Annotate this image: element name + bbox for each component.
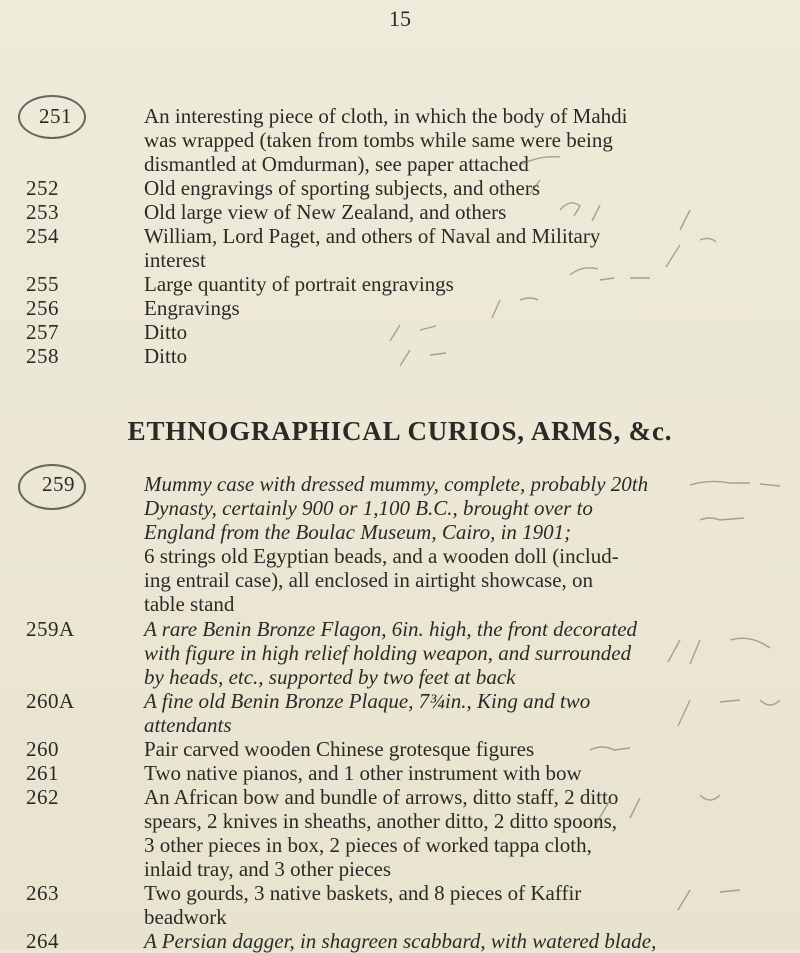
lot-number: 254	[26, 224, 59, 248]
lot-number: 264	[26, 929, 59, 953]
lot-255	[26, 272, 766, 296]
lot-257	[26, 320, 766, 344]
lot-description: Old large view of New Zealand, and others	[144, 200, 507, 224]
lot-253	[26, 200, 766, 224]
lot-260a	[26, 689, 766, 737]
lot-number: 262	[26, 785, 59, 809]
lot-description: A fine old Benin Bronze Plaque, 7¾in., King and two attendants	[144, 689, 591, 737]
lot-number: 252	[26, 176, 59, 200]
lot-number: 257	[26, 320, 59, 344]
lot-261	[26, 761, 766, 785]
lot-259	[26, 472, 766, 616]
lot-description: Engravings	[144, 296, 240, 320]
lot-number: 253	[26, 200, 59, 224]
lot-description: Ditto	[144, 344, 188, 368]
lot-254	[26, 224, 766, 272]
lot-263	[26, 881, 766, 929]
lot-number: 259A	[26, 617, 75, 641]
lot-description: An African bow and bundle of arrows, ditto staff, 2 ditto spears, 2 knives in sheaths, another ditto, 2 ditto spoons, 3 other pieces in box, 2 pieces of worked tappa cloth, inlaid tray, and 3 other pieces	[144, 785, 619, 881]
lot-259a	[26, 617, 766, 689]
lot-number: 261	[26, 761, 59, 785]
lot-264	[26, 929, 766, 953]
lot-258	[26, 344, 766, 368]
lot-251	[26, 104, 766, 176]
lot-description: Ditto	[144, 320, 188, 344]
lot-number: 259	[42, 472, 75, 496]
section-heading: ETHNOGRAPHICAL CURIOS, ARMS, &c.	[127, 416, 673, 446]
lot-number: 251	[39, 104, 72, 128]
lot-description: Old engravings of sporting subjects, and others	[144, 176, 541, 200]
lot-number: 263	[26, 881, 59, 905]
lot-number: 255	[26, 272, 59, 296]
page-number: 15	[389, 6, 411, 31]
lot-number: 260A	[26, 689, 75, 713]
lot-256	[26, 296, 766, 320]
lot-number: 258	[26, 344, 59, 368]
lot-description: Two gourds, 3 native baskets, and 8 pieces of Kaffir beadwork	[144, 881, 582, 929]
lot-260	[26, 737, 766, 761]
lot-description: William, Lord Paget, and others of Naval and Military interest	[144, 224, 601, 272]
lot-number: 256	[26, 296, 59, 320]
lot-description: Large quantity of portrait engravings	[144, 272, 454, 296]
lot-description: Two native pianos, and 1 other instrument with bow	[144, 761, 582, 785]
lot-252	[26, 176, 766, 200]
lot-description: Mummy case with dressed mummy, complete, probably 20th Dynasty, certainly 900 or 1,100 B.C., brought over to England from the Boulac Museum, Cairo, in 1901; 6 strings old Egyptian beads, and a wooden doll (includ- ing entrail case), all enclosed in airtight showcase, on table stand	[144, 472, 649, 616]
lot-description: A rare Benin Bronze Flagon, 6in. high, the front decorated with figure in high relief holding weapon, and surrounded by heads, etc., supported by two feet at back	[144, 617, 638, 689]
lot-description: A Persian dagger, in shagreen scabbard, with watered blade,	[144, 929, 657, 953]
lot-262	[26, 785, 766, 881]
lot-description: An interesting piece of cloth, in which the body of Mahdi was wrapped (taken from tombs while same were being dismantled at Omdurman), see paper attached	[144, 104, 628, 176]
lot-description: Pair carved wooden Chinese grotesque figures	[144, 737, 535, 761]
lot-number: 260	[26, 737, 59, 761]
